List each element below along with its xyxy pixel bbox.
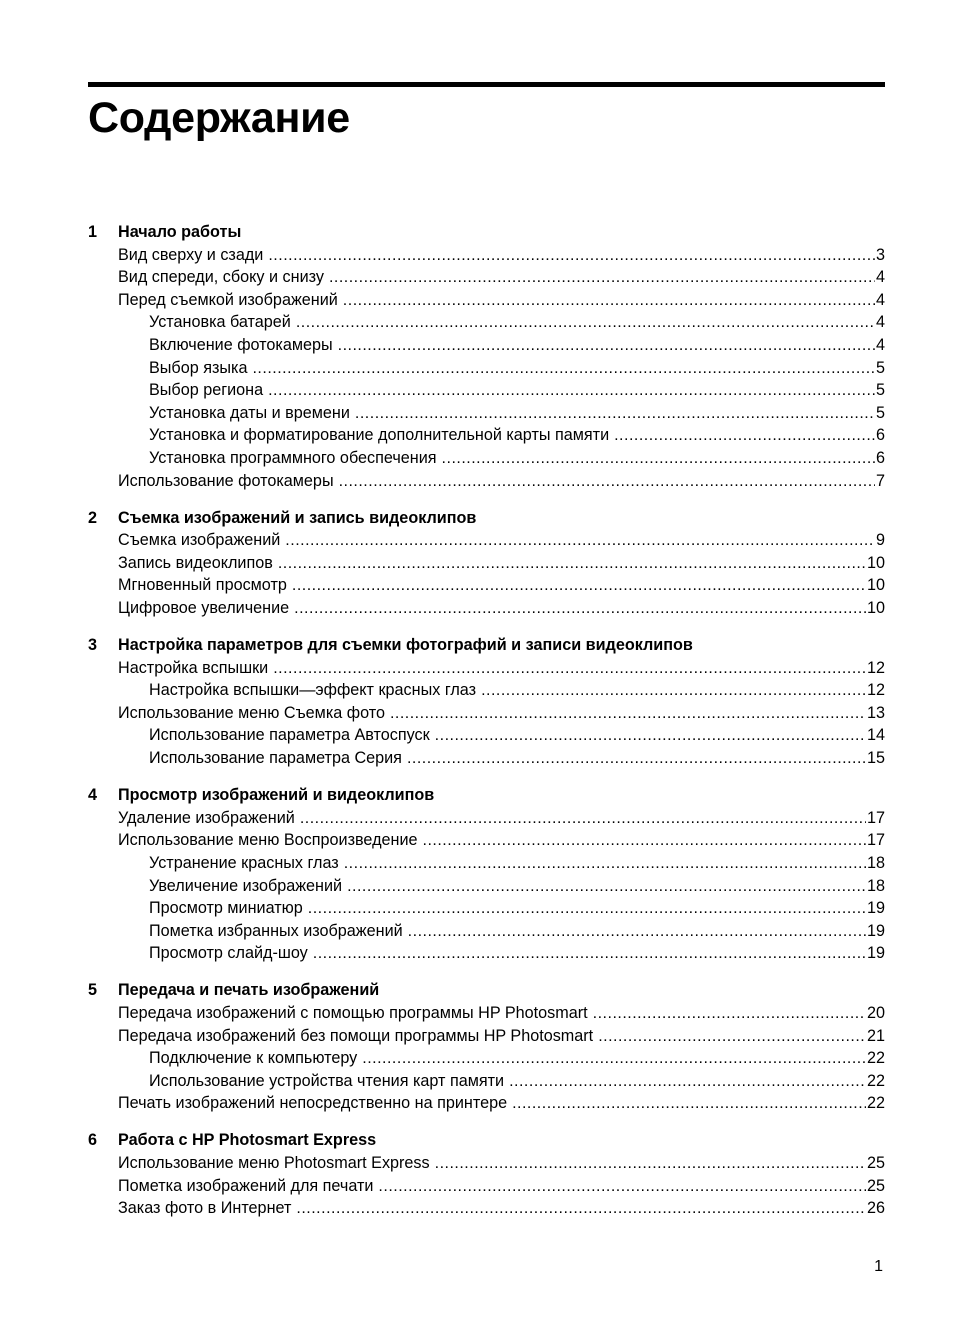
dot-leader [378, 1176, 866, 1199]
toc-entry[interactable] [149, 897, 885, 920]
toc-chapter-5 [88, 979, 885, 1115]
toc-entry-page: 10 [866, 553, 885, 572]
toc-entry-page: 19 [866, 921, 885, 940]
toc-entry-title: Установка даты и времени [149, 403, 350, 422]
toc-entry-title: Настройка вспышки [118, 658, 269, 677]
toc-chapter-1 [88, 221, 885, 492]
toc-entry-page: 5 [875, 358, 885, 377]
toc-entry-title: Использование параметра Серия [149, 749, 402, 768]
toc-entry-title: Просмотр миниатюр [149, 899, 303, 918]
dot-leader [355, 403, 875, 426]
dot-leader [598, 1026, 866, 1049]
dot-leader [435, 725, 866, 748]
chapter-number: 2 [88, 508, 98, 527]
toc-entry-page: 4 [875, 290, 885, 309]
toc-entry-page: 9 [875, 531, 885, 550]
toc-entry-title: Вид спереди, сбоку и снизу [118, 268, 324, 287]
dot-leader [407, 748, 866, 771]
dot-leader [339, 471, 875, 494]
toc-entry[interactable] [118, 1197, 885, 1220]
toc-entry-page: 25 [866, 1176, 885, 1195]
dot-leader [344, 853, 866, 876]
toc-entry[interactable] [118, 244, 885, 267]
toc-entry-title: Вид сверху и сзади [118, 245, 264, 264]
dot-leader [343, 290, 875, 313]
toc-entry-title: Пометка изображений для печати [118, 1176, 374, 1195]
toc-entry-page: 5 [875, 381, 885, 400]
toc-entry[interactable] [149, 747, 885, 770]
toc-entry-page: 12 [866, 658, 885, 677]
chapter-title: Передача и печать изображений [118, 981, 380, 1000]
toc-entry[interactable] [118, 657, 885, 680]
toc-entry-title: Заказ фото в Интернет [118, 1199, 292, 1218]
chapter-number: 6 [88, 1131, 98, 1150]
toc-entry-title: Использование меню Photosmart Express [118, 1154, 430, 1173]
toc-entry-page: 4 [875, 268, 885, 287]
dot-leader [313, 943, 866, 966]
chapter-heading[interactable] [88, 979, 885, 1002]
toc-entry-page: 3 [875, 245, 885, 264]
toc-entry[interactable] [118, 807, 885, 830]
toc-entry-title: Пометка избранных изображений [149, 921, 403, 940]
toc-entry-title: Просмотр слайд-шоу [149, 944, 308, 963]
dot-leader [329, 267, 875, 290]
toc-entry[interactable] [149, 724, 885, 747]
toc-entry-page: 20 [866, 1004, 885, 1022]
toc-entry[interactable] [118, 470, 885, 493]
chapter-number: 4 [88, 786, 98, 805]
toc-entry[interactable] [149, 311, 885, 334]
toc-chapter-3 [88, 634, 885, 770]
dot-leader [308, 898, 866, 921]
toc-entry[interactable] [149, 1047, 885, 1070]
toc-entry[interactable] [149, 1070, 885, 1093]
toc-entry-page: 25 [866, 1154, 885, 1173]
toc-entry-page: 5 [875, 403, 885, 422]
toc-entry[interactable] [149, 402, 885, 425]
chapter-number: 5 [88, 981, 98, 1000]
toc-entry[interactable] [149, 334, 885, 357]
dot-leader [292, 575, 866, 598]
toc-chapter-6 [88, 1129, 885, 1219]
dot-leader [423, 830, 866, 853]
toc-entry-title: Подключение к компьютеру [149, 1049, 358, 1068]
dot-leader [338, 335, 875, 358]
toc-entry-page: 22 [866, 1049, 885, 1068]
page-number: 1 [874, 1258, 883, 1275]
toc-entry-title: Использование фотокамеры [118, 471, 334, 490]
chapter-number: 3 [88, 636, 98, 655]
toc-entry-page: 18 [866, 876, 885, 895]
toc-entry[interactable] [149, 875, 885, 898]
toc-entry-title: Включение фотокамеры [149, 335, 333, 354]
toc-entry-title: Использование параметра Автоспуск [149, 726, 430, 745]
toc-entry-page: 14 [866, 726, 885, 745]
dot-leader [435, 1153, 866, 1176]
dot-leader [300, 808, 866, 831]
toc-entry-title: Настройка вспышки—эффект красных глаз [149, 681, 477, 700]
chapter-title: Съемка изображений и запись видеоклипов [118, 508, 477, 527]
dot-leader [268, 245, 875, 268]
toc-entry[interactable] [118, 574, 885, 597]
toc-entry[interactable] [149, 942, 885, 965]
toc-entry-title: Запись видеоклипов [118, 553, 273, 572]
toc-entry-page: 10 [866, 576, 885, 595]
toc-entry-page: 10 [866, 599, 885, 617]
toc-chapter-4 [88, 784, 885, 965]
toc-entry-page: 21 [866, 1026, 885, 1045]
toc-entry-title: Выбор региона [149, 381, 264, 400]
toc-entry-page: 22 [866, 1094, 885, 1113]
toc-entry[interactable] [149, 379, 885, 402]
toc-entry-page: 19 [866, 899, 885, 918]
dot-leader [285, 530, 875, 553]
toc-entry[interactable] [118, 552, 885, 575]
toc-entry-title: Установка программного обеспечения [149, 448, 437, 467]
toc-entry-title: Выбор языка [149, 358, 248, 377]
chapter-title: Начало работы [118, 223, 242, 241]
toc-entry-page: 4 [875, 335, 885, 354]
toc-entry-page: 12 [866, 681, 885, 700]
toc-chapter-2 [88, 507, 885, 620]
dot-leader [593, 1003, 866, 1026]
toc-entry[interactable] [149, 447, 885, 470]
toc-entry-title: Съемка изображений [118, 531, 281, 550]
toc-entry[interactable] [149, 424, 885, 447]
toc-entry[interactable] [118, 1025, 885, 1048]
toc-entry-page: 19 [866, 944, 885, 963]
toc-entry-title: Увеличение изображений [149, 876, 343, 895]
page-title: Содержание [88, 94, 350, 142]
toc-entry[interactable] [118, 266, 885, 289]
dot-leader [362, 1048, 866, 1071]
toc-entry[interactable] [149, 679, 885, 702]
chapter-title: Работа с HP Photosmart Express [118, 1131, 377, 1150]
toc-entry-title: Устранение красных глаз [149, 853, 339, 872]
toc-entry-page: 7 [875, 471, 885, 490]
chapter-number: 1 [88, 223, 98, 241]
toc-entry-title: Использование меню Воспроизведение [118, 831, 418, 850]
toc-entry-title: Передача изображений с помощью программы HP Photosmart [118, 1004, 588, 1022]
toc-entry-page: 4 [875, 313, 885, 332]
dot-leader [509, 1071, 866, 1094]
chapter-heading[interactable] [88, 784, 885, 807]
table-of-contents [88, 221, 885, 1234]
dot-leader [296, 1198, 866, 1221]
toc-entry[interactable] [118, 1092, 885, 1115]
dot-leader [294, 598, 866, 621]
dot-leader [252, 358, 875, 381]
dot-leader [278, 553, 866, 576]
dot-leader [390, 703, 866, 726]
dot-leader [512, 1093, 866, 1116]
toc-entry-page: 6 [875, 448, 885, 467]
toc-entry-page: 15 [866, 749, 885, 768]
dot-leader [614, 425, 875, 448]
dot-leader [442, 448, 875, 471]
toc-entry-page: 17 [866, 808, 885, 827]
toc-entry-page: 22 [866, 1071, 885, 1090]
dot-leader [273, 658, 866, 681]
toc-entry-title: Установка батарей [149, 313, 291, 332]
toc-entry[interactable] [149, 920, 885, 943]
toc-entry[interactable] [118, 829, 885, 852]
toc-entry-title: Мгновенный просмотр [118, 576, 287, 595]
toc-entry[interactable] [118, 702, 885, 725]
toc-entry[interactable] [118, 597, 885, 620]
title-rule [88, 82, 885, 87]
toc-entry[interactable] [149, 357, 885, 380]
toc-entry[interactable] [118, 1152, 885, 1175]
toc-entry-title: Цифровое увеличение [118, 599, 290, 617]
toc-entry[interactable] [118, 289, 885, 312]
toc-entry-page: 18 [866, 853, 885, 872]
dot-leader [481, 680, 866, 703]
toc-entry-page: 17 [866, 831, 885, 850]
toc-entry-title: Установка и форматирование дополнительной карты памяти [149, 426, 610, 445]
toc-entry-title: Использование меню Съемка фото [118, 703, 385, 722]
dot-leader [296, 312, 875, 335]
chapter-heading[interactable] [88, 507, 885, 530]
dot-leader [347, 876, 866, 899]
toc-entry[interactable] [118, 1175, 885, 1198]
toc-entry-title: Печать изображений непосредственно на принтере [118, 1094, 508, 1113]
toc-entry-page: 26 [866, 1199, 885, 1218]
toc-entry-page: 13 [866, 703, 885, 722]
toc-entry[interactable] [118, 1002, 885, 1025]
chapter-title: Настройка параметров для съемки фотографий и записи видеоклипов [118, 636, 693, 655]
toc-entry[interactable] [149, 852, 885, 875]
toc-entry-title: Передача изображений без помощи программы HP Photosmart [118, 1026, 594, 1045]
toc-entry-title: Удаление изображений [118, 808, 295, 827]
dot-leader [408, 921, 866, 944]
toc-entry[interactable] [118, 529, 885, 552]
chapter-heading[interactable] [88, 1129, 885, 1152]
chapter-title: Просмотр изображений и видеоклипов [118, 786, 435, 805]
dot-leader [268, 380, 875, 403]
toc-entry-page: 6 [875, 426, 885, 445]
chapter-heading[interactable] [88, 634, 885, 657]
chapter-heading[interactable] [88, 221, 885, 244]
toc-entry-title: Использование устройства чтения карт памяти [149, 1071, 505, 1090]
toc-entry-title: Перед съемкой изображений [118, 290, 338, 309]
